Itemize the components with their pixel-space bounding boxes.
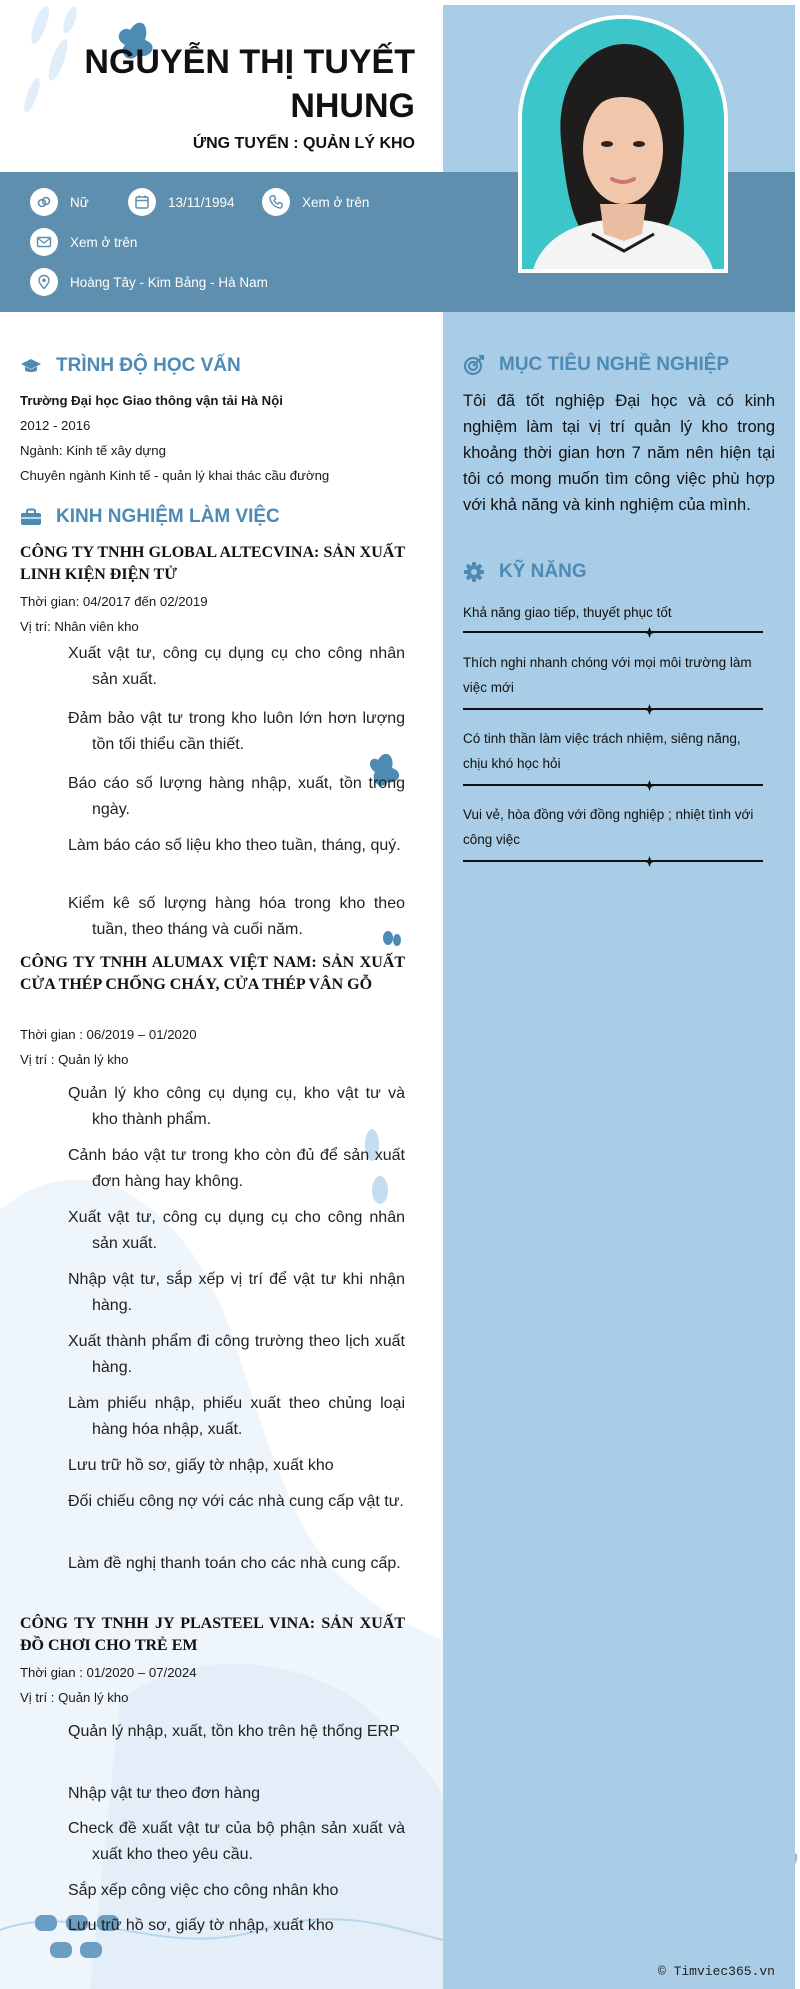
job-duty: Cảnh báo vật tư trong kho còn đủ để sản xuất đơn hàng hay không. [68, 1147, 405, 1190]
skills-section-title [463, 561, 587, 583]
education-title-text: TRÌNH ĐỘ HỌC VẤN [56, 355, 241, 376]
email-icon [30, 228, 58, 256]
job-duty: Xuất vật tư, công cụ dụng cụ cho công nhân sản xuất. [68, 1209, 405, 1252]
skill-label: Thích nghi nhanh chóng với mọi môi trường làm việc mới [463, 655, 752, 695]
skill-level-bar [463, 860, 763, 862]
education-school: Trường Đại học Giao thông vận tải Hà Nội [20, 393, 283, 408]
skill-level-bar [463, 631, 763, 633]
applied-position: ỨNG TUYỂN : QUẢN LÝ KHO [192, 135, 415, 152]
phone-icon [262, 188, 290, 216]
skill-label: Vui vẻ, hòa đồng với đồng nghiệp ; nhiệt tình với công việc [463, 807, 754, 847]
job-duty: Làm báo cáo số liệu kho theo tuần, tháng, quý. [68, 837, 401, 854]
job-duty: Sắp xếp công việc cho công nhân kho [68, 1882, 339, 1899]
job-duty: Lưu trữ hồ sơ, giấy tờ nhập, xuất kho [68, 1457, 334, 1474]
job-duty: Quản lý kho công cụ dụng cụ, kho vật tư và kho thành phẩm. [68, 1085, 405, 1128]
skill-label: Có tinh thần làm việc trách nhiệm, siêng năng, chịu khó học hỏi [463, 731, 741, 771]
skill-level-marker [644, 627, 655, 638]
location-pin-icon [30, 268, 58, 296]
briefcase-icon [20, 508, 42, 526]
skill-level-marker [644, 856, 655, 867]
experience-title-text: KINH NGHIỆM LÀM VIỆC [56, 506, 280, 527]
calendar-icon [128, 188, 156, 216]
gender-icon [30, 188, 58, 216]
job-duty: Lưu trữ hồ sơ, giấy tờ nhập, xuất kho [68, 1917, 334, 1934]
contact-phone [262, 188, 369, 216]
skill-level-bar [463, 708, 763, 710]
address-value: Hoàng Tây - Kim Bảng - Hà Nam [70, 274, 268, 290]
skill-level-bar [463, 784, 763, 786]
job-role: Vị trí: Nhân viên kho [20, 619, 139, 634]
job-duty: Làm phiếu nhập, phiếu xuất theo chủng loại hàng hóa nhập, xuất. [68, 1395, 405, 1438]
skills-title-text: KỸ NĂNG [499, 561, 587, 582]
skill-label: Khả năng giao tiếp, thuyết phục tốt [463, 605, 672, 620]
graduation-cap-icon [20, 357, 42, 375]
contact-email [30, 228, 137, 256]
education-years: 2012 - 2016 [20, 418, 91, 433]
job-duty: Nhập vật tư, sắp xếp vị trí để vật tư khi nhận hàng. [68, 1271, 405, 1314]
job-duty: Kiểm kê số lượng hàng hóa trong kho theo tuần, theo tháng và cuối năm. [68, 895, 405, 938]
footer-brand: © Timviec365.vn [657, 1964, 775, 1979]
contact-gender [30, 188, 89, 216]
portrait-illustration [522, 19, 724, 273]
profile-photo [518, 15, 728, 273]
job-time: Thời gian: 04/2017 đến 02/2019 [20, 594, 208, 609]
job-time: Thời gian : 01/2020 – 07/2024 [20, 1665, 197, 1680]
target-icon [463, 354, 485, 376]
job-duty: Xuất thành phẩm đi công trường theo lịch xuất hàng. [68, 1333, 405, 1376]
job-company: CÔNG TY TNHH ALUMAX VIỆT NAM: SẢN XUẤT CỬA THÉP CHỐNG CHÁY, CỬA THÉP VÂN GỖ [20, 954, 405, 993]
job-company: CÔNG TY TNHH GLOBAL ALTECVINA: SẢN XUẤT LINH KIỆN ĐIỆN TỬ [20, 544, 405, 583]
job-duty: Báo cáo số lượng hàng nhập, xuất, tồn trong ngày. [68, 775, 405, 818]
contact-address [30, 268, 268, 296]
skill-level-marker [644, 780, 655, 791]
objective-title-text: MỤC TIÊU NGHỀ NGHIỆP [499, 354, 730, 375]
objective-text: Tôi đã tốt nghiệp Đại học và có kinh nghiệm làm tại vị trí quản lý kho trong khoảng thời gian hơn 7 năm nên hiện tại tôi có mong muốn tìm công việc phù hợp với khả năng và kinh nghiệm của mình. [463, 392, 775, 514]
gear-icon [463, 561, 485, 583]
job-role: Vị trí : Quản lý kho [20, 1052, 129, 1067]
job-duty: Làm đề nghị thanh toán cho các nhà cung cấp. [68, 1555, 401, 1572]
job-role: Vị trí : Quản lý kho [20, 1690, 129, 1705]
job-duty: Check đề xuất vật tư của bộ phận sản xuất và xuất kho theo yêu cầu. [68, 1820, 405, 1863]
job-duty: Nhập vật tư theo đơn hàng [68, 1785, 260, 1802]
job-duty: Xuất vật tư, công cụ dụng cụ cho công nhân sản xuất. [68, 645, 405, 688]
job-company: CÔNG TY TNHH JY PLASTEEL VINA: SẢN XUẤT ĐỒ CHƠI CHO TRẺ EM [20, 1615, 405, 1654]
education-section-title [20, 355, 241, 377]
candidate-name: NGUYỄN THỊ TUYẾT NHUNG [84, 43, 415, 125]
skill-level-marker [644, 704, 655, 715]
objective-section-title [463, 354, 729, 376]
education-specialization: Chuyên ngành Kinh tế - quản lý khai thác cầu đường [20, 468, 330, 483]
job-time: Thời gian : 06/2019 – 01/2020 [20, 1027, 197, 1042]
birthday-value: 13/11/1994 [168, 194, 235, 210]
phone-value: Xem ở trên [302, 194, 370, 210]
job-duty: Đảm bảo vật tư trong kho luôn lớn hơn lượng tồn tối thiểu cần thiết. [68, 710, 405, 753]
education-major: Ngành: Kinh tế xây dựng [20, 443, 166, 458]
email-value: Xem ở trên [70, 234, 138, 250]
gender-value: Nữ [70, 194, 89, 210]
job-duty: Đối chiếu công nợ với các nhà cung cấp vật tư. [68, 1493, 404, 1510]
job-duty: Quản lý nhập, xuất, tồn kho trên hệ thống ERP [68, 1723, 400, 1740]
experience-section-title [20, 506, 280, 528]
contact-birthday [128, 188, 235, 216]
